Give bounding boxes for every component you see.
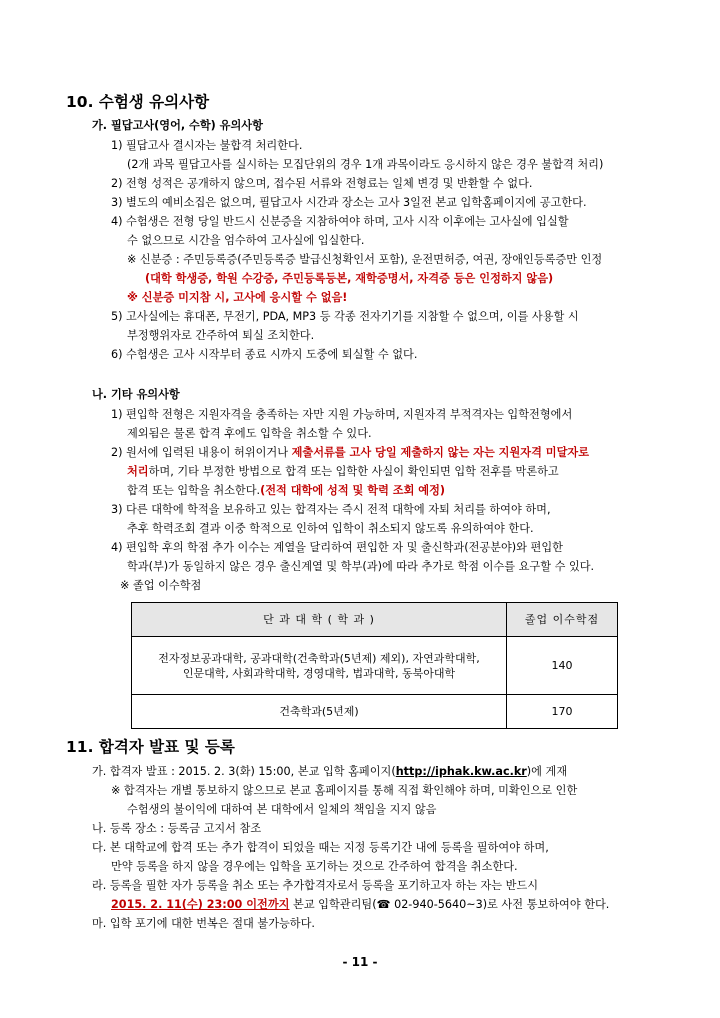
deadline-red: 2015. 2. 11(수) 23:00 이전까지 xyxy=(111,898,290,911)
s11-ga-note-1: ※ 합격자는 개별 통보하지 않으므로 본교 홈페이지를 통해 직접 확인해야 하며, 미확인으로 인한 xyxy=(111,784,578,797)
ga-item-2: 2) 전형 성적은 공개하지 않으며, 접수된 서류와 전형료는 일체 변경 및 반환할 수 없다. xyxy=(111,177,533,190)
s11-da-line2: 만약 등록을 하지 않을 경우에는 입학을 포기하는 것으로 간주하여 합격을 취소한다. xyxy=(111,860,518,873)
table-cell-credit: 140 xyxy=(507,637,618,695)
na-item-3-line1: 3) 다른 대학에 학적을 보유하고 있는 합격자는 즉시 전적 대학에 자퇴 처리를 하여야 하며, xyxy=(111,503,551,516)
na-item-2-red-3: (전적 대학에 성적 및 학력 조회 예정) xyxy=(260,484,446,497)
na-item-2-line2: 처리하며, 기타 부정한 방법으로 합격 또는 입학한 사실이 확인되면 입학 전후를 막론하고 xyxy=(127,465,559,478)
s11-ra-line2: 2015. 2. 11(수) 23:00 이전까지 본교 입학관리팀(☎ 02-940-5640~3)로 사전 통보하여야 한다. xyxy=(111,898,610,911)
s11-da-line1: 다. 본 대학교에 합격 또는 추가 합격이 되었을 때는 지정 등록기간 내에 등록을 필하여야 하며, xyxy=(92,841,549,854)
homepage-link[interactable]: http://iphak.kw.ac.kr xyxy=(395,765,527,778)
na-item-2-line3: 합격 또는 입학을 취소한다.(전적 대학에 성적 및 학력 조회 예정) xyxy=(127,484,446,497)
section-10-title: 10. 수험생 유의사항 xyxy=(66,93,210,111)
na-item-1-line2: 제외됨은 물론 합격 후에도 입학을 취소할 수 있다. xyxy=(127,427,372,440)
ga-item-3: 3) 별도의 예비소집은 없으며, 필답고사 시간과 장소는 고사 3일전 본교 입학홈페이지에 공고한다. xyxy=(111,196,587,209)
s11-ra-line1: 라. 등록을 필한 자가 등록을 취소 또는 추가합격자로서 등록을 포기하고자 하는 자는 반드시 xyxy=(92,879,539,892)
na-item-2-red-1: 제출서류를 고사 당일 제출하지 않는 자는 지원자격 미달자로 xyxy=(291,446,590,459)
table-cell-dept: 전자정보공과대학, 공과대학(건축학과(5년제) 제외), 자연과학대학, 인문대학, 사회과학대학, 경영대학, 법과대학, 동북아대학 xyxy=(132,637,507,695)
na-item-2-line1: 2) 원서에 입력된 내용이 허위이거나 제출서류를 고사 당일 제출하지 않는 자는 지원자격 미달자로 xyxy=(111,446,590,459)
table-row xyxy=(132,695,618,729)
na-item-3-line2: 추후 학력조회 결과 이중 학적으로 인하여 입학이 취소되지 않도록 유의하여야 한다. xyxy=(127,522,534,535)
id-card-note: ※ 신분증 : 주민등록증(주민등록증 발급신청확인서 포함), 운전면허증, 여권, 장애인등록증만 인정 xyxy=(127,253,603,266)
s11-ga: 가. 합격자 발표 : 2015. 2. 3(화) 15:00, 본교 입학 홈페이지(http://iphak.kw.ac.kr)에 게재 xyxy=(92,765,568,778)
table-cell-credit: 170 xyxy=(507,695,618,729)
table-header-credit: 졸업 이수학점 xyxy=(507,603,618,637)
ga-item-5-line2: 부정행위자로 간주하여 퇴실 조치한다. xyxy=(127,329,315,342)
ga-item-4-line2: 수 없으므로 시간을 엄수하여 고사실에 입실한다. xyxy=(127,234,365,247)
ga-item-1: 1) 필답고사 결시자는 불합격 처리한다. xyxy=(111,139,303,152)
page-number: - 11 - xyxy=(342,955,378,969)
na-item-2-red-2: 처리 xyxy=(127,465,149,478)
na-item-1-line1: 1) 편입학 전형은 지원자격을 충족하는 자만 지원 가능하며, 지원자격 부적격자는 입학전형에서 xyxy=(111,408,573,421)
id-card-excluded-note: (대학 학생증, 학원 수강증, 주민등록등본, 재학증명서, 자격증 등은 인정하지 않음) xyxy=(145,272,554,285)
s11-ma: 마. 입학 포기에 대한 번복은 절대 불가능하다. xyxy=(92,917,315,930)
subsection-ga-heading: 가. 필답고사(영어, 수학) 유의사항 xyxy=(92,119,263,132)
s11-ga-note-2: 수험생의 불이익에 대하여 본 대학에서 일체의 책임을 지지 않음 xyxy=(127,803,437,816)
subsection-na-heading: 나. 기타 유의사항 xyxy=(92,388,180,401)
graduation-credit-note: ※ 졸업 이수학점 xyxy=(120,579,202,592)
table-header-row xyxy=(132,603,618,637)
table-cell-dept: 건축학과(5년제) xyxy=(132,695,507,729)
na-item-4-line1: 4) 편입학 후의 학점 추가 이수는 계열을 달리하여 편입한 자 및 출신학과(전공분야)와 편입한 xyxy=(111,541,563,554)
na-item-4-line2: 학과(부)가 동일하지 않은 경우 출신계열 및 학부(과)에 따라 추가로 학점 이수를 요구할 수 있다. xyxy=(127,560,595,573)
table-header-dept: 단 과 대 학 ( 학 과 ) xyxy=(132,603,507,637)
section-11-title: 11. 합격자 발표 및 등록 xyxy=(66,738,235,756)
ga-item-5-line1: 5) 고사실에는 휴대폰, 무전기, PDA, MP3 등 각종 전자기기를 지참할 수 없으며, 이를 사용할 시 xyxy=(111,310,579,323)
ga-item-6: 6) 수험생은 고사 시작부터 종료 시까지 도중에 퇴실할 수 없다. xyxy=(111,348,418,361)
ga-item-4-line1: 4) 수험생은 전형 당일 반드시 신분증을 지참하여야 하며, 고사 시작 이후에는 고사실에 입실할 xyxy=(111,215,569,228)
graduation-credit-table xyxy=(131,602,618,729)
s11-na: 나. 등록 장소 : 등록금 고지서 참조 xyxy=(92,822,262,835)
table-row xyxy=(132,637,618,695)
ga-item-1-note: (2개 과목 필답고사를 실시하는 모집단위의 경우 1개 과목이라도 응시하지 않은 경우 불합격 처리) xyxy=(127,158,604,171)
id-card-warning: ※ 신분증 미지참 시, 고사에 응시할 수 없음! xyxy=(127,291,348,304)
